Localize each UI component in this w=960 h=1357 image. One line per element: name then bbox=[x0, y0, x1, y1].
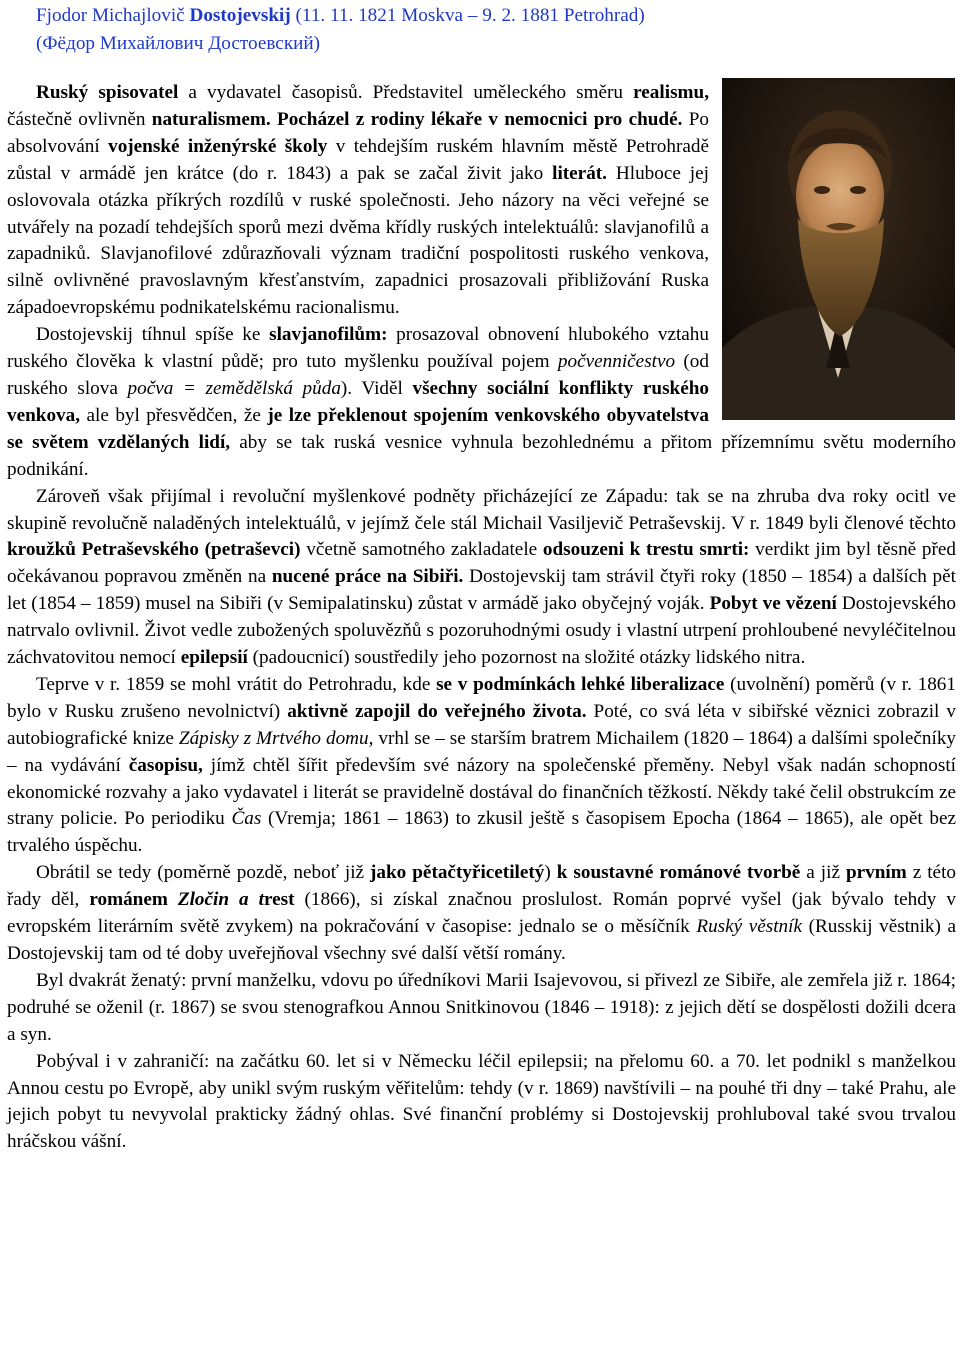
text-italic: počvenničestvo bbox=[557, 351, 676, 373]
text-bold: časopisu, bbox=[128, 754, 203, 776]
text: Zároveň však přijímal i revoluční myšlenkové podněty přicházející ze Západu: tak se na zhruba dva roky ocitl ve skupině revolučně naladěných intelektuálů, v jejímž čele stál Michail Vasiljevič Petraševskij. V r. 1849 byli členové těchto bbox=[7, 485, 956, 534]
text: jímž chtěl šířit především své názory na společenské přeměny. Nebyl však nadán schopností ekonomické rozvahy a jako vydavatel i literát se pravidelně dostával do finančních těžkostí. Někdy také čelil obstrukcím ze strany policie. Po periodiku bbox=[7, 754, 956, 830]
header-line-2-cyrillic: (Фёдор Михайлович Достоевский) bbox=[36, 33, 321, 54]
text-bold: prvním bbox=[845, 862, 907, 884]
text: Jeho názory na věci veřejné se utvářely na pozadí tehdejších sporů mezi dvěma křídly ruských intelektuálů: slavjanofilů a zapadniků. bbox=[7, 189, 709, 265]
text: a již bbox=[800, 862, 846, 884]
text-bold: všechny sociální konflikty ruského venkova, bbox=[7, 377, 709, 426]
text: Teprve v r. 1859 se mohl vrátit do Petrohradu, kde bbox=[36, 673, 437, 695]
text-bold: se v podmínkách lehké liberalizace bbox=[436, 673, 725, 695]
text-bold: Pobyt ve vězení bbox=[709, 593, 837, 615]
text-bold: k soustavné románové tvorbě bbox=[556, 862, 801, 884]
text-bold: jako pětačtyřicetiletý bbox=[370, 862, 545, 884]
text-bold: Pocházel z rodiny lékaře v nemocnici pro chudé. bbox=[270, 108, 683, 130]
text: v tehdejším ruském hlavním městě Petrohradě zůstal v armádě jen krátce (do r. 1843) a pak se začal živit jako bbox=[7, 135, 709, 184]
text: Slavjanofilové zdůrazňovali význam tradiční pospolitosti ruského venkova, silně ovlivněné pravoslavným křesťanstvím, zapadnici prosazovali přibližování Ruska západoevropskému podnikatelskému racionalismu. bbox=[7, 243, 709, 319]
text-bold: rest bbox=[263, 889, 295, 911]
text: z této řady děl, bbox=[7, 862, 956, 911]
text-bold: aktivně zapojil do veřejného života. bbox=[287, 700, 587, 722]
text: částečně ovlivněn bbox=[7, 108, 152, 130]
text: včetně samotného zakladatele bbox=[300, 539, 543, 561]
text: ale byl přesvědčen, že bbox=[80, 404, 268, 426]
text-bold: odsouzeni k trestu smrti: bbox=[542, 539, 750, 561]
text-bold: realismu, bbox=[633, 82, 709, 103]
author-surname: Dostojevskij bbox=[189, 5, 291, 26]
text: (od ruského slova bbox=[7, 351, 709, 399]
text-bold: kroužků Petraševského (petraševci) bbox=[7, 539, 301, 561]
text: verdikt jim byl těsně před očekávanou popravou změněn na bbox=[7, 539, 956, 588]
text-bold: slavjanofilům: bbox=[269, 324, 388, 346]
paragraph-manzelstvi: Byl dvakrát ženatý: první manželku, vdovu po úředníkovi Marii Isajevovou, si přivezl ze Sibiře, ale zemřela již r. 1864; podruhé se oženil (r. 1867) se svou stenografkou Annou Snitkinovou (1846 – 1918): z jejich dětí se dospělosti dožili dcera a syn. bbox=[7, 969, 956, 1045]
portrait-float-space bbox=[709, 80, 956, 425]
text-bold: je lze překlenout spojením venkovského obyvatelstva se světem vzdělaných lidí, bbox=[7, 404, 709, 453]
text bbox=[168, 889, 178, 910]
text-bold: epilepsií bbox=[180, 647, 248, 669]
text: Dostojevského natrvalo ovlivnil. Život vedle zubožených spoluvězňů s pozoruhodnými osudy i vlastní utrpení prohloubené nevyléčitelnou záchvatovitou nemocí bbox=[7, 593, 956, 669]
paragraph-romany bbox=[7, 860, 956, 968]
text-bold: literát. bbox=[552, 162, 607, 184]
header-line-1 bbox=[36, 2, 936, 30]
text: Obrátil se tedy (poměrně pozdě, neboť již bbox=[36, 862, 371, 884]
text: Dostojevskij tíhnul spíše ke bbox=[36, 324, 270, 346]
text: ). Viděl bbox=[340, 377, 413, 399]
text: (uvolnění) poměrů (v r. 1861 bylo v Rusku zrušeno nevolnictví) bbox=[7, 673, 956, 722]
text-bold: románem bbox=[89, 889, 168, 911]
document-header bbox=[36, 2, 936, 58]
text: a vydavatel časopisů. Představitel uměleckého směru bbox=[178, 82, 634, 103]
text: (Russkij věstnik) a Dostojevskij tam od té doby uveřejňoval všechny své další větší romány. bbox=[7, 916, 956, 964]
text: Dostojevskij tam strávil čtyři roky (1850 – 1854) a dalších pět let (1854 – 1859) musel na Sibiři (v Semipalatinsku) zůstat v armádě jako obyčejný voják. bbox=[7, 566, 957, 615]
text: Po absolvování bbox=[7, 108, 709, 157]
paragraph-petrasevci bbox=[7, 484, 956, 672]
text-bold: vojenské inženýrské školy bbox=[108, 135, 328, 157]
text: (1866), si získal značnou proslulost. Román poprvé vyšel (jak bývalo tehdy v evropském literárním světě zvykem) na pokračování v časopise: jednalo se o měsíčník bbox=[7, 889, 956, 938]
text: ) bbox=[544, 862, 557, 884]
article-body bbox=[7, 80, 956, 1156]
text-italic: počva = zemědělská půda bbox=[127, 377, 341, 399]
text: Hluboce jej oslovovala otázka příkrých rozdílů v ruské společnosti. bbox=[7, 162, 709, 211]
text: (Vremja; 1861 – 1863) to zkusil ještě s časopisem Epocha (1864 – 1865), ale opět bez trvalého úspěchu. bbox=[7, 808, 956, 857]
author-dates: (11. 11. 1821 Moskva – 9. 2. 1881 Petrohrad) bbox=[290, 5, 645, 26]
text: aby se tak ruská vesnice vyhnula bezohlednému a přitom přízemnímu světu moderního podnikání. bbox=[7, 431, 956, 480]
text: vrhl se – se starším bratrem Michailem (1820 – 1864) a dalšími společníky – na vydávání bbox=[7, 727, 957, 776]
text-bold: Ruský spisovatel bbox=[36, 82, 179, 103]
paragraph-zahranici: Pobýval i v zahraničí: na začátku 60. let si v Německu léčil epilepsii; na přelomu 60. a 70. let podnikl s manželkou Annou cestu po Evropě, aby unikl svým ruským věřitelům: tehdy (v r. 1869) navštívili – na pouhé tři dny – také Prahu, ale jejich pobyt tu nevyvolal prakticky žádný ohlas. Své finanční problémy si Dostojevskij prohluboval také svou trvalou hráčskou vášní. bbox=[7, 1050, 956, 1153]
paragraph-petrohrad bbox=[7, 672, 956, 860]
text: prosazoval obnovení hlubokého vztahu ruského člověka k vlastní půdě; pro tuto myšlenku používal pojem bbox=[7, 324, 709, 373]
author-first-name: Fjodor Michajlovič bbox=[36, 5, 190, 26]
text: Poté, co svá léta v sibiřské věznici zobrazil v autobiografické knize bbox=[7, 700, 956, 749]
text-bold: nucené práce na Sibiři. bbox=[271, 566, 464, 588]
text-bold-italic: Zločin a t bbox=[177, 889, 264, 911]
text-italic: Čas bbox=[231, 808, 262, 830]
text-bold: naturalismem. bbox=[151, 108, 271, 130]
text-italic: Zápisky z Mrtvého domu, bbox=[178, 727, 374, 749]
text: (padoucnicí) soustředily jeho pozornost na složité otázky lidského nitra. bbox=[247, 647, 806, 669]
text-italic: Ruský věstník bbox=[696, 916, 802, 938]
